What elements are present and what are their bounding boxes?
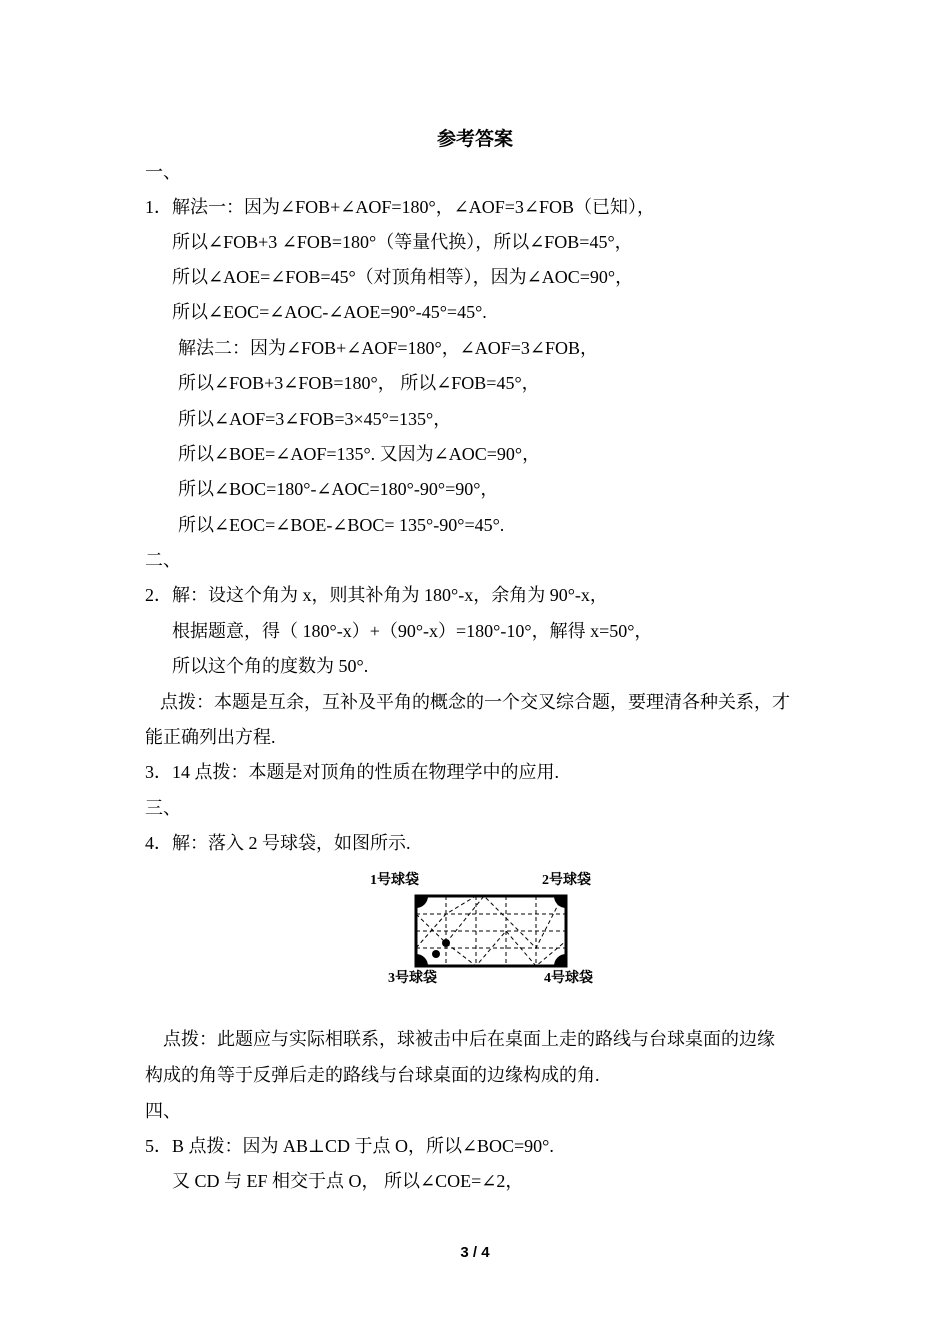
- answer-line: 所以∠BOE=∠AOF=135°. 又因为∠AOC=90°，: [178, 444, 541, 464]
- page-title: 参考答案: [436, 129, 513, 150]
- hint-line: 构成的角等于反弹后走的路线与台球桌面的边缘构成的角.: [145, 1065, 600, 1085]
- section-heading-4: 四、: [145, 1101, 181, 1121]
- answer-line: 所以∠FOB+3 ∠FOB=180°（等量代换），所以∠FOB=45°，: [172, 232, 633, 252]
- pocket-3-label: 3号球袋: [388, 971, 437, 986]
- pocket-1-label: 1号球袋: [370, 873, 419, 888]
- page-number: 3 / 4: [460, 1244, 490, 1261]
- answer-line: 所以∠EOC=∠AOC-∠AOE=90°-45°=45°.: [172, 302, 487, 322]
- answer-line: 1．解法一：因为∠FOB+∠AOF=180°，∠AOF=3∠FOB（已知），: [145, 197, 656, 217]
- answer-line: 解法二：因为∠FOB+∠AOF=180°，∠AOF=3∠FOB，: [178, 338, 599, 358]
- answer-line: 根据题意，得（ 180°-x）+（90°-x）=180°-10°，解得 x=50°，: [172, 621, 653, 641]
- answer-line: 所以这个角的度数为 50°.: [172, 656, 369, 676]
- answer-line: 又 CD 与 EF 相交于点 O， 所以∠COE=∠2，: [172, 1171, 524, 1191]
- hint-line: 点拨：此题应与实际相联系，球被击中后在桌面上走的路线与台球桌面的边缘: [163, 1029, 775, 1049]
- answer-line: 所以∠AOF=3∠FOB=3×45°=135°，: [178, 409, 452, 429]
- answer-line: 所以∠EOC=∠BOE-∠BOC= 135°-90°=45°.: [178, 515, 505, 535]
- answer-line: 3．14 点拨：本题是对顶角的性质在物理学中的应用.: [145, 762, 559, 782]
- hint-line: 能正确列出方程.: [145, 727, 276, 747]
- section-heading-1: 一、: [145, 162, 181, 182]
- answer-line: 4．解：落入 2 号球袋，如图所示.: [145, 833, 411, 853]
- hint-line: 点拨：本题是互余，互补及平角的概念的一个交叉综合题，要理清各种关系，才: [160, 692, 790, 712]
- answer-line: 所以∠FOB+3∠FOB=180°， 所以∠FOB=45°，: [178, 373, 540, 393]
- answer-line: 所以∠BOC=180°-∠AOC=180°-90°=90°，: [178, 479, 499, 499]
- answer-line: 所以∠AOE=∠FOB=45°（对顶角相等），因为∠AOC=90°，: [172, 267, 634, 287]
- answer-line: 2．解：设这个角为 x，则其补角为 180°-x，余角为 90°-x，: [145, 585, 608, 605]
- pocket-2-label: 2号球袋: [542, 873, 591, 888]
- answer-line: 5．B 点拨：因为 AB⊥CD 于点 O，所以∠BOC=90°.: [145, 1136, 554, 1156]
- billiard-table-figure: [360, 866, 610, 996]
- pocket-4-label: 4号球袋: [544, 971, 593, 986]
- section-heading-2: 二、: [145, 550, 181, 570]
- section-heading-3: 三、: [145, 798, 181, 818]
